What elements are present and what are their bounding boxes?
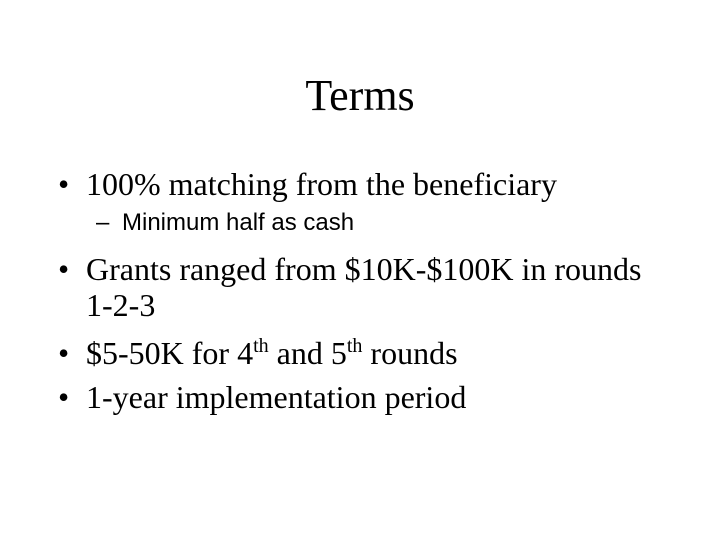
slide-title: Terms [305, 71, 415, 120]
bullet-text: 1-year implementation period [86, 379, 467, 415]
bullet-item [58, 335, 678, 371]
sub-bullet-item [96, 209, 656, 237]
ordinal-suffix: th [253, 335, 269, 357]
bullet-icon: • [58, 335, 70, 371]
bullet-text-part: rounds [362, 335, 458, 371]
bullet-text-part: $5-50K for 4 [86, 335, 254, 371]
bullet-icon: • [58, 379, 70, 415]
dash-icon: – [96, 209, 110, 236]
bullet-text-line-2: 1-2-3 [86, 287, 156, 323]
bullet-text [86, 335, 458, 371]
bullet-text: 100% matching from the beneficiary [86, 166, 557, 202]
bullet-text-part: and 5 [268, 335, 347, 371]
bullet-item [58, 251, 678, 323]
ordinal-suffix: th [346, 335, 363, 357]
bullet-item [58, 379, 678, 415]
bullet-icon: • [58, 251, 70, 287]
bullet-icon: • [58, 166, 70, 202]
bullet-text-line-1: Grants ranged from $10K-$100K in rounds [86, 251, 642, 287]
sub-bullet-text: Minimum half as cash [122, 209, 355, 236]
bullet-item [58, 166, 678, 202]
